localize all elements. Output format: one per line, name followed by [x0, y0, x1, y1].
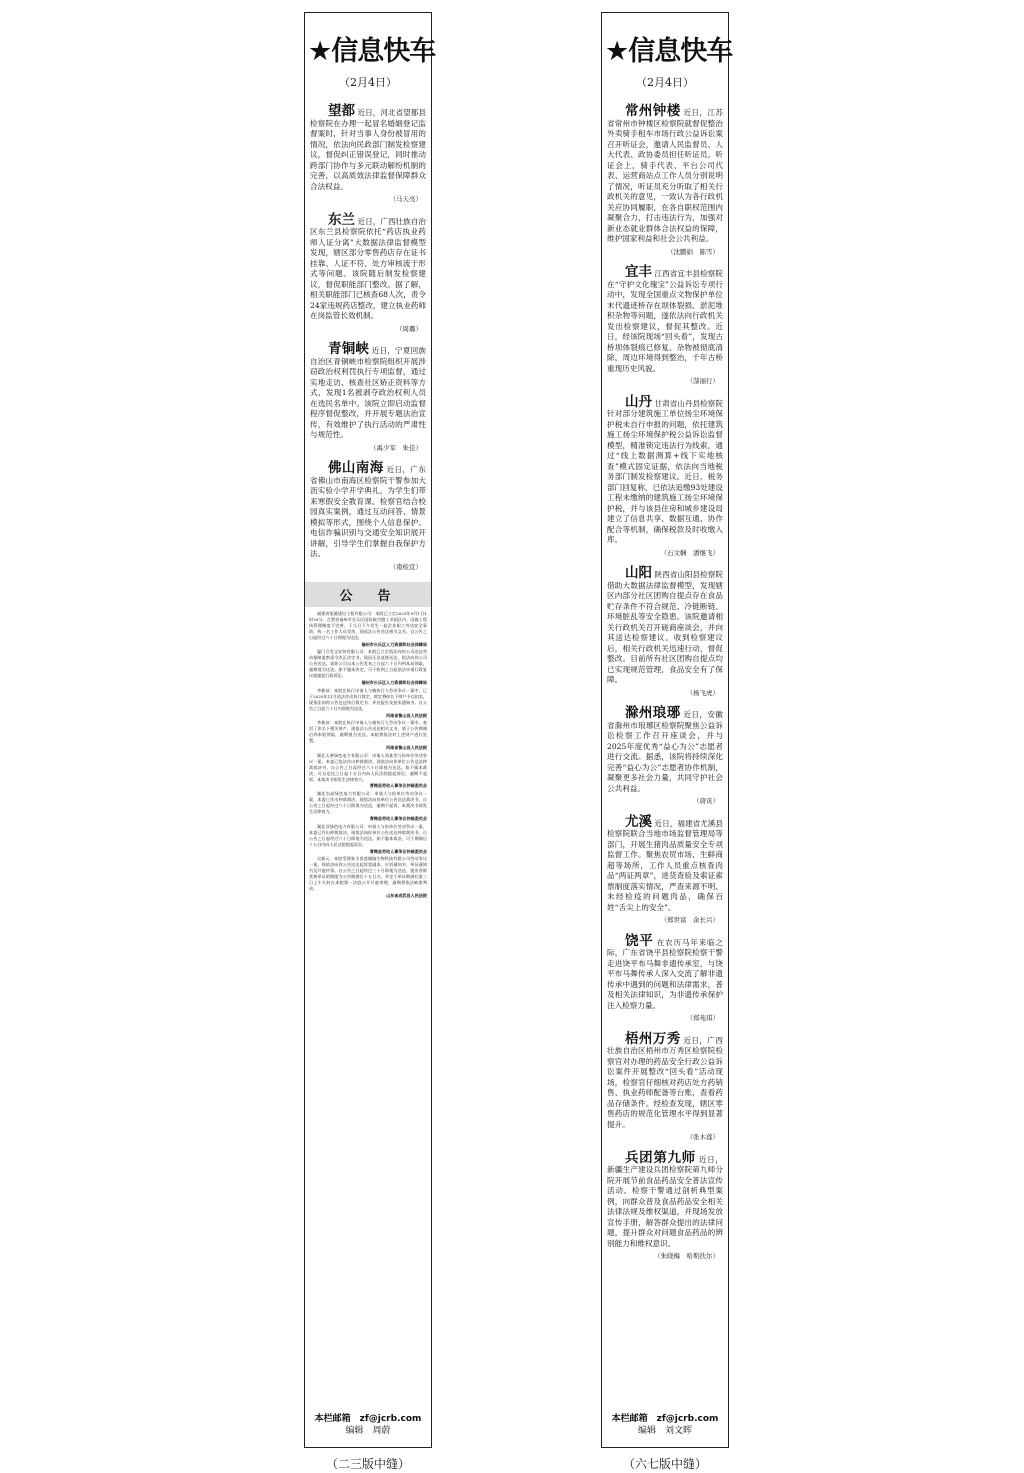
- news-headline: 东兰: [328, 211, 356, 228]
- news-headline: 山阳: [625, 565, 653, 581]
- news-byline: （郑苑琪）: [686, 1014, 719, 1022]
- left-gutter-column: [304, 12, 436, 1448]
- news-item: [607, 103, 724, 257]
- notice-issuer: 青梅县劳动人事争议仲裁委员会: [369, 848, 427, 854]
- column-mailbox: 本栏邮箱 zf@jcrb.com: [611, 1414, 719, 1424]
- news-body: 近日，江苏省常州市钟楼区检察院就督促整治外卖骑手租车市场行政公益诉讼案召开听证会，邀请人民监督员、人大代表、政协委员担任听证员。听证会上，骑手代表、平台公司代表、运营商站点工作人员分别说明了情况，听证员充分听取了相关行政机关的意见，一致认为各行政机关应协同履职，在各自职权范围内凝聚合力，打击违法行为，加强对新业态就业群体合法权益的保障，维护国家利益和社会公共利益。: [607, 108, 724, 243]
- column-footer: [305, 1413, 431, 1437]
- news-byline: （石文娴 潘继飞）: [660, 548, 719, 557]
- news-body: 近日，新疆生产建设兵团检察院第九师分院开展节前食品药品安全普法宣传活动。检察干警通过剖析典型案例，向群众普及食品药品安全相关法律法规及维权渠道，并现场发放宣传手册，解答群众提出的法律问题，提升群众对问题食品药品的辨别能力和维权意识。: [607, 1154, 723, 1248]
- notice-body: 厦门合发宝安装有限公司：本院已立定依法向你公司送达劳动保障监察责令改正决定书，现因无法直接送达，依法向你公司公告送达。请你公司自本公告发布之日起六十日内到本局领取，逾期视为送达。如不服本决定，可于收到之日起依法申请行政复议或提起行政诉讼。: [309, 649, 427, 679]
- news-headline: 山丹: [625, 393, 653, 410]
- news-byline: （朱晓梅 哈斯扶尔）: [654, 1252, 719, 1260]
- news-byline: （沈鹏娟 陈雪）: [667, 247, 719, 256]
- news-body: 近日，广西壮族自治区东兰县检察院依托“药店执业药师人证分离”大数据法律监督模型发现，辖区部分零售药店存在证书挂靠、人证不符、处方审核流于形式等问题。该院随后制发检察建议，督促职能部门整改。据了解，相关职能部门已核查68人次，责令24家违规药店整改，建立执业药师在岗监管长效机制。: [310, 216, 426, 320]
- notice-body: 福建省望溪建设工程有限公司：本院已立定2025年9月1日1时39分，在我省福州市长乐区国际航空港工业园区内。因施工现场管理制度不完善，于当日下午发生一起企业职工劳动安全事故，致一名工作人员受伤，现依法公告送达相关文书。自公告之日起经过六十日即视为送达。: [309, 611, 427, 640]
- notice-issuer: 福州市长乐区人力资源和社会保障局: [361, 679, 427, 685]
- news-headline: 梧州万秀: [625, 1030, 681, 1047]
- news-body: 近日，福建省尤溪县检察院联合当地市场监督管理局等部门，开展生猪肉品质量安全专项监督工作。聚焦农贸市场、生鲜商超等场所，工作人员重点核查肉品“两证两章”，进货查验及索证索票制度落实情况，严查来源不明、未经检疫的问题肉品，确保百姓“舌尖上的安全”。: [607, 818, 723, 912]
- notice-issuer: 河南省鲁山县人民法院: [386, 712, 427, 718]
- news-item: [310, 211, 426, 335]
- news-headline: 滁州琅琊: [625, 705, 681, 721]
- news-item: [607, 932, 724, 1024]
- news-byline: （南检宣）: [389, 562, 422, 571]
- notice-issuer: 福州市长乐区人力资源和社会保障局: [361, 641, 427, 647]
- news-byline: （张木莲）: [686, 1133, 719, 1141]
- news-headline: 佛山南海: [328, 460, 384, 476]
- issue-date: （2月4日）: [636, 76, 694, 89]
- page-gutter-caption: （六七版中缝）: [622, 1457, 707, 1471]
- news-body: 近日，宁夏回族自治区青铜峡市检察院组织开展涉窃政治权利罚执行专项监督，通过实地走访、核查社区矫正资料等方式，发现1名被剥夺政治权利人员在选民名单中。该院立即启动监督程序督促整改，并开展专题法治宣传，有效维护了执行活动的严肃性与规范性。: [310, 346, 426, 439]
- news-item: [607, 1149, 723, 1262]
- news-body: 近日，安徽省滁州市琅琊区检察院聚焦公益诉讼检察工作召开座谈会，并与2025年度优秀“益心为公”志愿者进行交流。据悉，该院将持续深化完善“益心为公”志愿者协作机制，凝聚更多社会力量，共同守护社会公共利益。: [607, 710, 724, 793]
- notice-issuer: 山东省成武县人民法院: [386, 892, 427, 898]
- news-headline: 尤溪: [625, 813, 653, 830]
- notice-body: 湖北洋绿色电力有限公司：申请人与你单位劳动争议一案，本委已作出仲裁裁决，现依法向你单位公告送达仲裁裁决书，自公告之日起经过六十日即视为送达。如不服本裁决，可于期满后十五日内向人民法院提起诉讼。: [309, 823, 427, 847]
- news-item: [310, 460, 427, 572]
- news-item: [607, 813, 723, 926]
- notice-body: 李新冰：本院在执行申请人与被执行人劳动争议一案中，已于2025年11月依法作出执行裁定，裁定将你名下财产予以拍卖，现依法向你公告送达执行裁定书、评估报告及拍卖通知书。自公告之日起六十日内即视为送达。: [309, 687, 427, 711]
- notice-body: 湖北天善绿色电力有限公司：申请人刘某等与你单位劳动争议一案，本委已依法作出仲裁裁决。现依法向你单位公告送达仲裁裁决书，自公告之日起经过六十日即视为送达。如不服本裁决，可自送达之日起十五日内向人民法院提起诉讼，逾期不起诉，本裁决书即发生法律效力。: [309, 752, 427, 782]
- news-byline: （周璐）: [396, 324, 422, 333]
- notice-body: 湖北东高绿色电力有限公司：申请人与你单位劳动争议一案，本委已作出仲裁裁决，现依法向你单位公告送达裁决书，自公告之日起经过六十日即视为送达，逾期不起诉，本裁决书即发生法律效力。: [309, 791, 427, 815]
- masthead: ★信息快车: [308, 36, 436, 67]
- news-item: [607, 705, 724, 807]
- news-byline: （马天亮）: [389, 195, 422, 203]
- right-gutter-column: [601, 12, 733, 1448]
- news-byline: （郜丽行）: [686, 377, 719, 385]
- news-item: [310, 341, 426, 453]
- issue-date: （2月4日）: [339, 76, 397, 89]
- news-body: 江西省宜丰县检察院在“守护文化瑰宝”公益诉讼专项行动中，发现全国重点文物保护单位末代遗迹桥存在坝体裂损、淤泥堆积杂物等问题，遂依法向行政机关发出检察建议，督促其整改。近日，经该院现场“回头看”，发现古桥坝体裂痕已修复、杂物被彻底清除，周边环境得到整治，千年古桥重现历史风貌。: [607, 269, 723, 373]
- page-gutter-caption: （二三版中缝）: [325, 1457, 410, 1471]
- news-byline: （杨飞虎）: [686, 688, 719, 697]
- news-body: 近日，广西壮族自治区梧州市万秀区检察院检察官对办理的药品安全行政公益诉讼案件开展整改“回头看”活动现场，检察官仔细核对药店处方药销售、执业药师配备等台账，查看药品存储条件。经检查发现，辖区零售药店的规范化管理水平得到显著提升。: [607, 1035, 724, 1129]
- news-item: [607, 565, 723, 698]
- notice-section: [309, 611, 427, 899]
- news-headline: 兵团第九师: [625, 1149, 696, 1166]
- notice-issuer: 河南省鲁山县人民法院: [386, 745, 427, 751]
- news-headline: 常州钟楼: [625, 103, 681, 119]
- news-body: 近日，广东省佛山市南海区检察院干警参加大沥实验小学开学典礼，为学生们带来寒假安全教育课。检察官结合校园真实案例，通过互动问答、情景模拟等形式，围绕个人信息保护、电信诈骗识别与交通安全知识展开讲解，引导学生们掌握自我保护方法。: [310, 465, 427, 558]
- news-byline: （禹少军 朱佳）: [370, 443, 422, 452]
- news-body: 近日，河北省望都县检察院在办理一起冒名婚姻登记监督案时，针对当事人身份被冒用的情况，依法向民政部门制发检察建议，督促纠正错误登记，同时推动跨部门协作与多元联动解纷机制的完善，以高质效法律监督保障群众合法权益。: [310, 108, 426, 191]
- news-body: 在农历马年来临之际，广东省饶平县检察院检察干警走进饶平布马舞非遗传承室，与饶平布马舞传承人深入交流了解非遗传承中遇到的问题和法律需求，普及相关法律知识，为非遗传承保护注入检察力量。: [607, 937, 724, 1010]
- column-footer: [602, 1413, 728, 1437]
- notice-section-title: 公 告: [305, 582, 431, 607]
- news-body: 甘肃省山丹县检察院针对部分建筑施工单位扬尘环境保护税未自行申报的问题，依托建筑施工扬尘环境保护税公益诉讼监督模型，精准锁定违法行为线索，通过“线上数据测算+线下实地核查”模式固定证据，依法向当地税务部门制发检察建议。近日，税务部门回复称，已依法追缴93处建设工程未缴纳的建筑施工扬尘环境保护税，并与该县住房和城乡建设局建立了信息共享、数据互通、协作配合等机制，确保税款及时收缴入库。: [607, 398, 723, 544]
- notice-body: 吴新元：本院受理张丰诉莲城镇生物科技有限公司劳动争议一案，现依法向你公告送达起诉状副本、应诉通知书、举证通知书及开庭传票。自公告之日起经过三十日即视为送达，提出答辩状和举证的期限为公告期满后十五日内，并定于举证期满后第三日上午九时在本院第一法庭公开开庭审理，逾期将依法缺席判决。: [309, 856, 427, 891]
- news-headline: 望都: [328, 103, 356, 119]
- news-body: 陕西省山阳县检察院借助大数据法律监督模型，发现辖区内部分社区团购自提点存在食品贮存条件不符合规范、冷链断链、环境脏乱等安全隐患。该院邀请相关行政机关召开磋商座谈会，并向其送达检察建议。收到检察建议后，相关行政机关迅速行动，督促整改。目前所有社区团购自提点均已实现规范管理，食品安全有了保障。: [607, 570, 723, 684]
- news-headline: 宜丰: [625, 264, 653, 280]
- news-byline: （唐寅）: [693, 797, 719, 805]
- notice-issuer: 青梅县劳动人事争议仲裁委员会: [369, 816, 427, 821]
- masthead: ★信息快车: [605, 36, 733, 67]
- column-editor: 编辑 刘文晖: [637, 1426, 692, 1436]
- news-headline: 饶平: [625, 932, 654, 949]
- news-byline: （郑世富 余长兴）: [660, 916, 719, 924]
- column-mailbox: 本栏邮箱 zf@jcrb.com: [314, 1414, 422, 1424]
- news-item: [310, 103, 426, 205]
- news-item: [607, 393, 723, 559]
- news-item: [607, 264, 723, 387]
- news-headline: 青铜峡: [328, 341, 370, 357]
- column-editor: 编辑 周蔚: [345, 1426, 391, 1436]
- news-item: [607, 1030, 724, 1143]
- notice-body: 李新冰：本院在执行申请人与被执行人劳动争议一案中，查封了你名下相关财产，现依法公告送达相关文书，请于公告期满后到本院领取，逾期视为送达。本院将依法对上述财产进行处置。: [309, 720, 427, 744]
- notice-issuer: 青梅县劳动人事争议仲裁委员会: [369, 783, 427, 789]
